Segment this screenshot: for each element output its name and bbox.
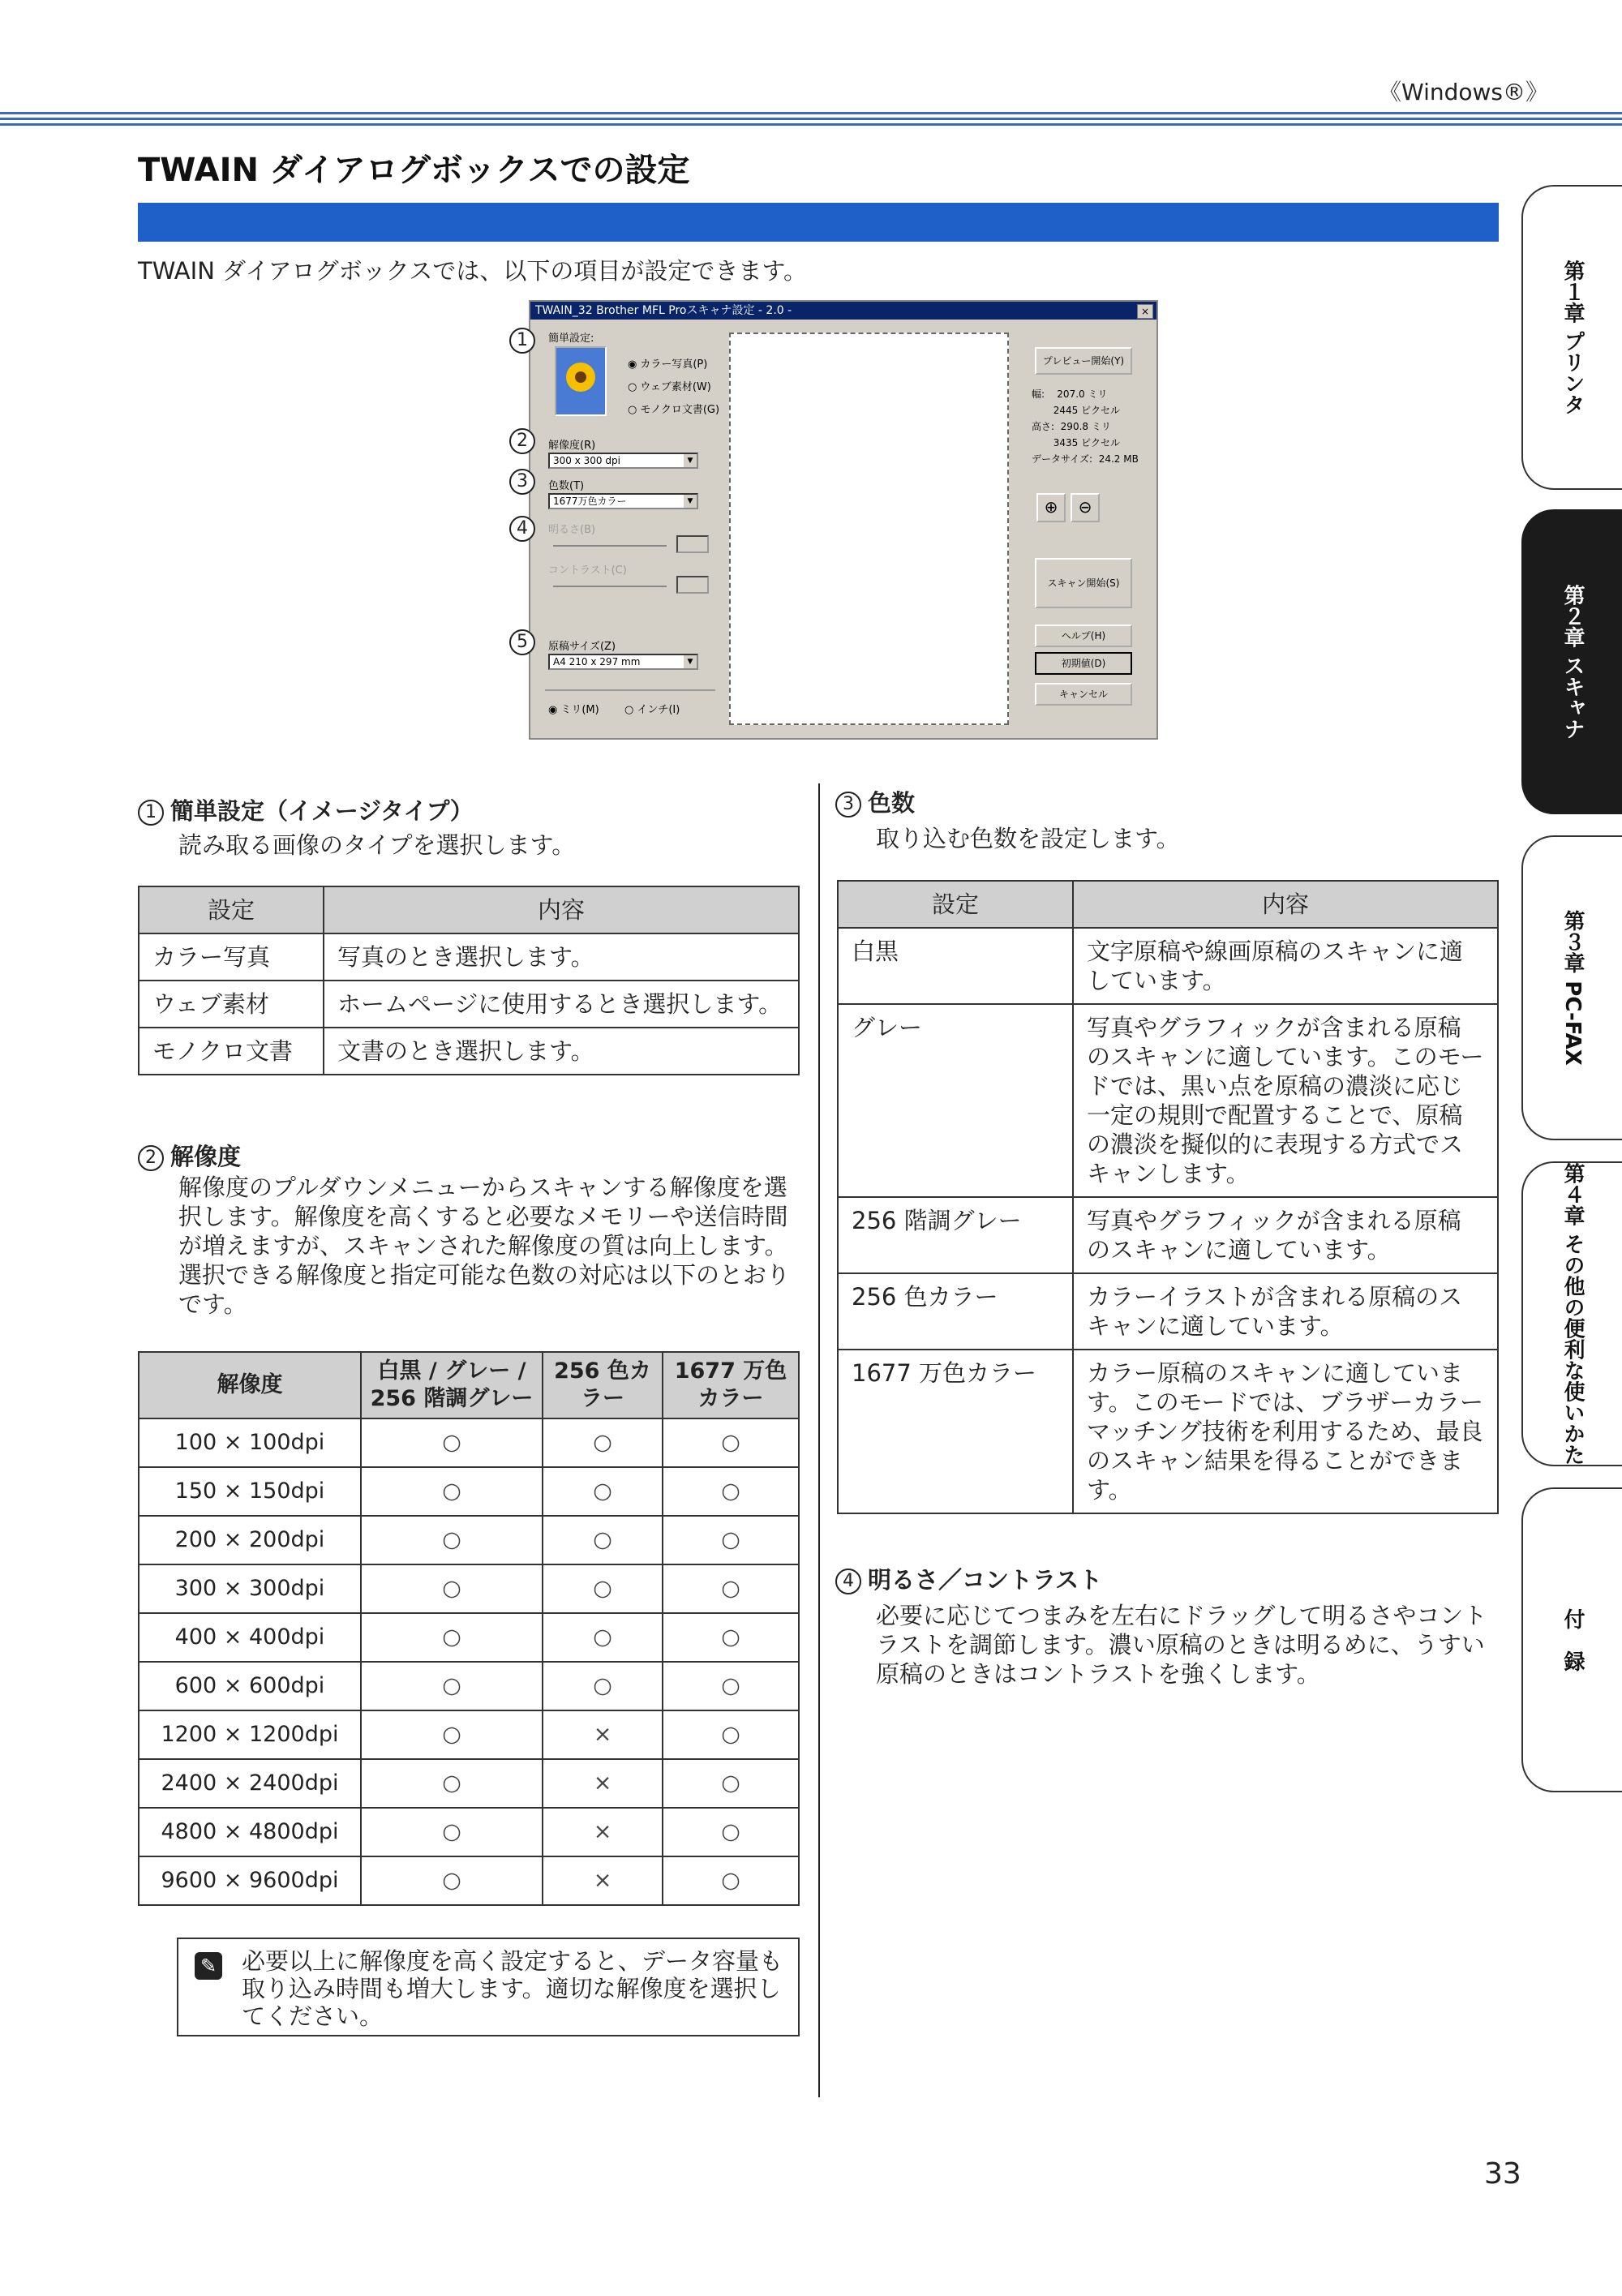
table-header: 解像度: [139, 1352, 361, 1418]
twain-dialog: [529, 300, 1158, 740]
table-cell: ○: [543, 1516, 663, 1564]
colors-select[interactable]: 1677万色カラー ▼: [548, 493, 698, 509]
callout-2: 2: [509, 428, 535, 454]
table-row: [838, 1273, 1498, 1350]
brightness-label: 明るさ(B): [548, 524, 596, 536]
table-cell: グレー: [838, 1004, 1073, 1197]
table-row: [139, 1564, 799, 1613]
table-row: [139, 1467, 799, 1516]
table-cell: カラー写真: [139, 933, 324, 981]
resolution-label: 解像度(R): [548, 440, 596, 452]
table-row: [139, 1516, 799, 1564]
brightness-slider[interactable]: [553, 545, 667, 547]
table-cell: 150 × 150dpi: [139, 1467, 361, 1516]
dialog-title: TWAIN_32 Brother MFL Proスキャナ設定 - 2.0 -: [530, 302, 1156, 320]
table-cell: 1677 万色カラー: [838, 1350, 1073, 1513]
table-cell: ○: [361, 1516, 543, 1564]
table-header: 256 色カラー: [543, 1352, 663, 1418]
default-button[interactable]: 初期値(D): [1035, 652, 1132, 675]
note-text: 必要以上に解像度を高く設定すると、データ容量も取り込み時間も増大します。適切な解像度を選択してください。: [242, 1947, 783, 2030]
callout-1: 1: [509, 328, 535, 354]
table-cell: 9600 × 9600dpi: [139, 1856, 361, 1905]
table-cell: 白黒: [838, 928, 1073, 1004]
table-cell: ○: [361, 1418, 543, 1467]
table-row: [838, 1004, 1498, 1197]
table-cell: ○: [663, 1418, 799, 1467]
table-row: [139, 1662, 799, 1710]
table-cell: ×: [543, 1856, 663, 1905]
table-cell: ○: [543, 1613, 663, 1662]
table-cell: ○: [361, 1613, 543, 1662]
section1-heading: [138, 793, 474, 826]
table-header: 設定: [139, 886, 324, 933]
tab-label: 付 録: [1560, 1608, 1585, 1672]
dialog-close-button[interactable]: ×: [1137, 304, 1153, 319]
preview-start-button[interactable]: プレビュー開始(Y): [1035, 347, 1132, 375]
resolution-table: [138, 1351, 800, 1906]
table-cell: 写真やグラフィックが含まれる原稿のスキャンに適しています。: [1073, 1197, 1498, 1273]
brightness-value-box[interactable]: [676, 535, 709, 553]
zoom-in-icon[interactable]: ⊕: [1036, 493, 1066, 522]
table-cell: 600 × 600dpi: [139, 1662, 361, 1710]
table-cell: ○: [663, 1808, 799, 1856]
page-number: 33: [1484, 2157, 1521, 2191]
radio-web-material[interactable]: ○ ウェブ素材(W): [628, 378, 711, 393]
table-cell: ○: [663, 1759, 799, 1808]
table-cell: ○: [361, 1564, 543, 1613]
table-cell: ○: [361, 1662, 543, 1710]
table-cell: カラーイラストが含まれる原稿のスキャンに適しています。: [1073, 1273, 1498, 1350]
table-cell: ○: [361, 1759, 543, 1808]
table-row: [838, 1350, 1498, 1513]
section4-heading: [835, 1562, 1102, 1595]
table-cell: 写真やグラフィックが含まれる原稿のスキャンに適しています。このモードでは、黒い点を原稿の濃淡に応じ一定の規則で配置することで、原稿の濃淡を擬似的に表現する方式でスキャンします。: [1073, 1004, 1498, 1197]
callout-4: 4: [509, 516, 535, 542]
radio-color-photo[interactable]: ◉ カラー写真(P): [628, 355, 707, 371]
intro-text: TWAIN ダイアログボックスでは、以下の項目が設定できます。: [138, 257, 808, 285]
quick-setting-label: 簡単設定:: [548, 333, 594, 345]
table-row: [139, 1856, 799, 1905]
table-cell: 写真のとき選択します。: [324, 933, 799, 981]
table-cell: 100 × 100dpi: [139, 1418, 361, 1467]
table-cell: ○: [663, 1710, 799, 1759]
table-cell: ○: [663, 1467, 799, 1516]
table-cell: ○: [361, 1808, 543, 1856]
table-row: [139, 933, 799, 981]
table-header: 設定: [838, 881, 1073, 928]
tab-appendix[interactable]: [1521, 1487, 1622, 1792]
title-bar: [138, 203, 1499, 242]
dialog-separator: [545, 689, 715, 691]
table-cell: モノクロ文書: [139, 1028, 324, 1075]
page-title: TWAIN ダイアログボックスでの設定: [138, 152, 690, 189]
help-button[interactable]: ヘルプ(H): [1035, 624, 1132, 647]
table-cell: ○: [361, 1710, 543, 1759]
table-header: 内容: [1073, 881, 1498, 928]
radio-unit-inch[interactable]: ○ インチ(I): [624, 701, 680, 716]
table-row: [139, 1028, 799, 1075]
table-header: 1677 万色カラー: [663, 1352, 799, 1418]
column-divider: [818, 783, 820, 2097]
table-cell: 4800 × 4800dpi: [139, 1808, 361, 1856]
contrast-slider[interactable]: [553, 586, 667, 587]
section2-heading: [138, 1139, 241, 1172]
table-row: [139, 1808, 799, 1856]
radio-unit-mm[interactable]: ◉ ミリ(M): [548, 701, 599, 716]
callout-5: 5: [509, 629, 535, 655]
tab-label: 第１章 プリンタ: [1560, 260, 1585, 415]
table-cell: ×: [543, 1808, 663, 1856]
table-cell: ○: [663, 1613, 799, 1662]
section1-body: 読み取る画像のタイプを選択します。: [178, 831, 576, 859]
table-cell: 200 × 200dpi: [139, 1516, 361, 1564]
section3-heading: [835, 785, 915, 818]
scan-start-button[interactable]: スキャン開始(S): [1035, 558, 1132, 608]
table-header: 白黒 / グレー / 256 階調グレー: [361, 1352, 543, 1418]
cancel-button[interactable]: キャンセル: [1035, 683, 1132, 706]
preview-area[interactable]: [729, 333, 1009, 725]
contrast-label: コントラスト(C): [548, 564, 627, 577]
table-cell: 文字原稿や線画原稿のスキャンに適しています。: [1073, 928, 1498, 1004]
section3-number: 3: [835, 792, 861, 818]
table-cell: ○: [361, 1467, 543, 1516]
table-cell: 300 × 300dpi: [139, 1564, 361, 1613]
table-row: [139, 981, 799, 1028]
scan-size-info: 幅: 207.0 ミリ 2445 ピクセル 高さ: 290.8 ミリ 3435 ピクセル データサイズ: 24.2 MB: [1032, 388, 1139, 465]
table-cell: ○: [543, 1418, 663, 1467]
table-cell: 256 色カラー: [838, 1273, 1073, 1350]
tab-label: 第４章 その他の便利な使いかた: [1560, 1162, 1585, 1466]
section2-number: 2: [138, 1145, 164, 1171]
table-cell: ウェブ素材: [139, 981, 324, 1028]
tab-chapter-4[interactable]: [1521, 1161, 1622, 1466]
table-cell: ○: [663, 1662, 799, 1710]
tab-chapter-3[interactable]: [1521, 835, 1622, 1140]
table-cell: 2400 × 2400dpi: [139, 1759, 361, 1808]
section2-body: 解像度のプルダウンメニューからスキャンする解像度を選択します。解像度を高くすると必要なメモリーや送信時間が増えますが、スキャンされた解像度の質は向上します。選択できる解像度と指定可能な色数の対応は以下のとおりです。: [178, 1174, 791, 1318]
section4-body: 必要に応じてつまみを左右にドラッグして明るさやコントラストを調節します。濃い原稿のときは明るめに、うすい原稿のときはコントラストを強くします。: [876, 1602, 1487, 1688]
doc-size-select[interactable]: A4 210 x 297 mm ▼: [548, 654, 698, 670]
tab-chapter-2[interactable]: [1521, 509, 1622, 814]
table-row: [139, 1710, 799, 1759]
table-cell: ×: [543, 1759, 663, 1808]
table-row: [139, 1418, 799, 1467]
section3-body: 取り込む色数を設定します。: [876, 825, 1180, 852]
table-row: [838, 1197, 1498, 1273]
color-depth-table: [837, 880, 1499, 1514]
table-cell: ×: [543, 1710, 663, 1759]
header-section-label: 《Windows®》: [1379, 79, 1548, 105]
tab-chapter-1[interactable]: [1521, 185, 1622, 490]
table-row: [838, 928, 1498, 1004]
table-cell: ○: [543, 1564, 663, 1613]
contrast-value-box[interactable]: [676, 576, 709, 594]
callout-3: 3: [509, 469, 535, 495]
section2-title: 解像度: [170, 1143, 242, 1170]
table-cell: 256 階調グレー: [838, 1197, 1073, 1273]
section3-title: 色数: [868, 789, 916, 817]
table-cell: ○: [663, 1516, 799, 1564]
note-box: [177, 1938, 800, 2036]
sunflower-thumbnail-icon: [555, 346, 607, 416]
table-cell: ○: [543, 1467, 663, 1516]
tab-label: 第２章 スキャナ: [1560, 584, 1585, 740]
section4-number: 4: [835, 1569, 861, 1594]
table-cell: カラー原稿のスキャンに適しています。このモードでは、ブラザーカラーマッチング技術を利用するため、最良のスキャン結果を得ることができます。: [1073, 1350, 1498, 1513]
pencil-note-icon: ✎: [195, 1952, 222, 1980]
radio-mono-document[interactable]: ○ モノクロ文書(G): [628, 401, 719, 416]
section1-number: 1: [138, 800, 164, 826]
table-row: [139, 1759, 799, 1808]
image-type-table: [138, 886, 800, 1075]
table-header: 内容: [324, 886, 799, 933]
table-cell: ○: [361, 1856, 543, 1905]
table-cell: ○: [663, 1856, 799, 1905]
header-rule: [0, 112, 1622, 129]
table-cell: 1200 × 1200dpi: [139, 1710, 361, 1759]
table-cell: 文書のとき選択します。: [324, 1028, 799, 1075]
tab-label: 第３章 PC-FAX: [1560, 910, 1585, 1066]
table-cell: 400 × 400dpi: [139, 1613, 361, 1662]
zoom-out-icon[interactable]: ⊖: [1071, 493, 1100, 522]
table-row: [139, 1613, 799, 1662]
table-cell: ○: [543, 1662, 663, 1710]
table-cell: ホームページに使用するとき選択します。: [324, 981, 799, 1028]
colors-label: 色数(T): [548, 480, 585, 492]
section1-title: 簡単設定（イメージタイプ）: [170, 797, 474, 825]
resolution-select[interactable]: 300 x 300 dpi ▼: [548, 453, 698, 469]
doc-size-label: 原稿サイズ(Z): [548, 641, 616, 653]
table-cell: ○: [663, 1564, 799, 1613]
section4-title: 明るさ／コントラスト: [868, 1566, 1103, 1594]
